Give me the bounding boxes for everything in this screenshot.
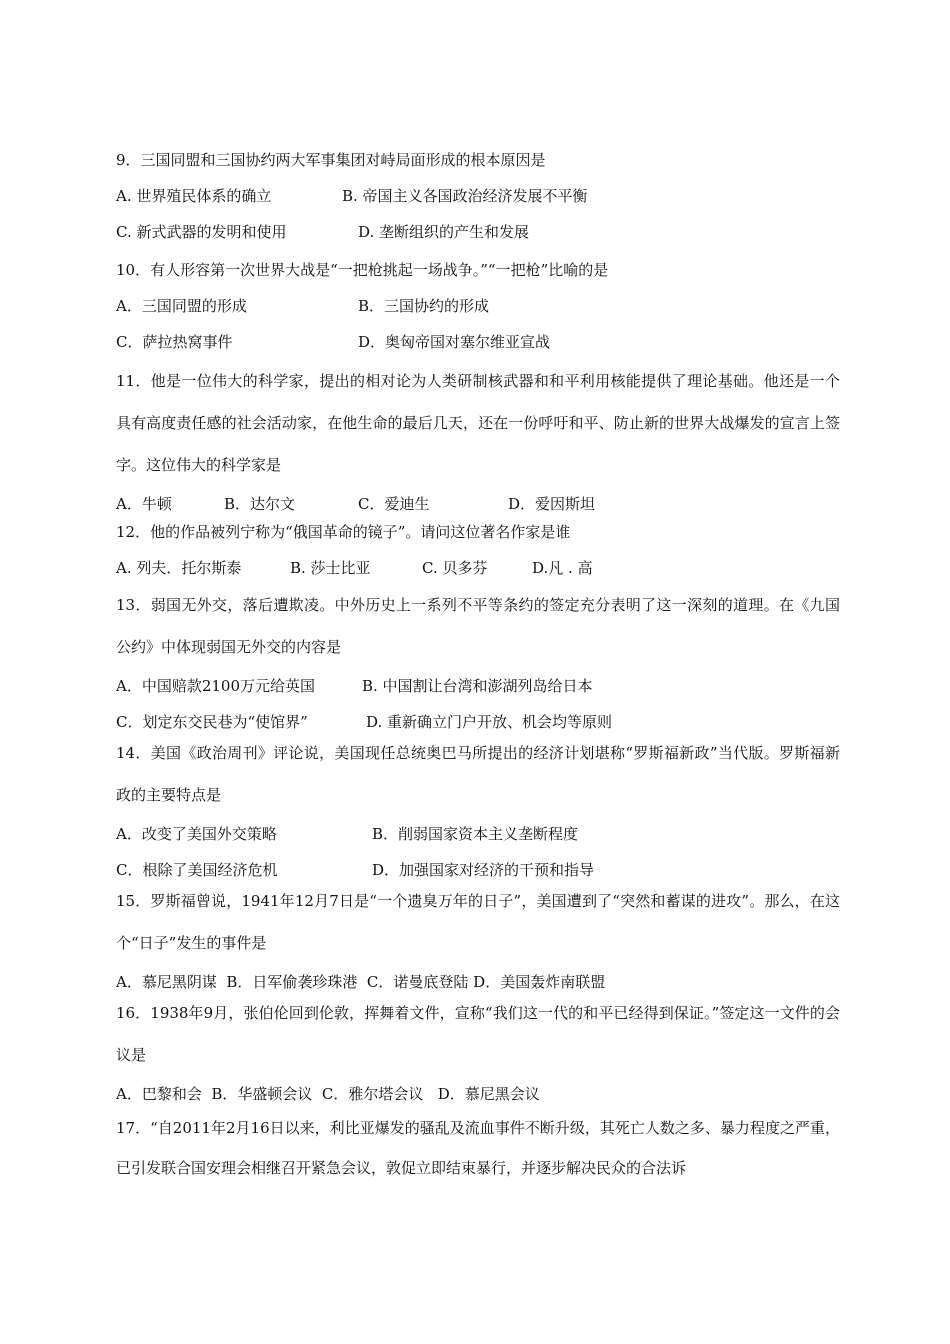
options-row xyxy=(116,668,840,704)
question-stem: 17．“自2011年2月16日以来，利比亚爆发的骚乱及流血事件不断升级，其死亡人数之多、暴力程度之严重，已引发联合国安理会相继召开紧急会议，敦促立即结束暴行，并逐步解决民众的合法诉 xyxy=(116,1119,840,1177)
question-stem: 16．1938年9月，张伯伦回到伦敦，挥舞着文件，宣称“我们这一代的和平已经得到保证。”签定这一文件的会议是 xyxy=(116,1004,840,1064)
question-14 xyxy=(116,732,840,888)
option-a: A. 世界殖民体系的确立 xyxy=(116,187,272,205)
option-a: A. 列夫．托尔斯泰 xyxy=(116,559,242,577)
options-row xyxy=(116,1076,840,1112)
option-b: B．三国协约的形成 xyxy=(358,297,490,315)
option-c: C．根除了美国经济危机 xyxy=(116,861,278,879)
options-line: A．慕尼黑阴谋 B．日军偷袭珍珠港 C．诺曼底登陆 D．美国轰炸南联盟 xyxy=(116,973,606,991)
options-row xyxy=(116,178,840,214)
option-d: D．奥匈帝国对塞尔维亚宣战 xyxy=(358,333,551,351)
question-16 xyxy=(116,992,840,1112)
question-13 xyxy=(116,584,840,740)
option-d: D. 垄断组织的产生和发展 xyxy=(358,223,530,241)
question-17 xyxy=(116,1108,840,1188)
option-b: B．削弱国家资本主义垄断程度 xyxy=(372,825,579,843)
question-stem: 9．三国同盟和三国协约两大军事集团对峙局面形成的根本原因是 xyxy=(116,151,546,169)
option-d: D. 重新确立门户开放、机会均等原则 xyxy=(366,713,613,731)
question-11 xyxy=(116,360,840,522)
question-12 xyxy=(116,514,840,586)
option-a: A．三国同盟的形成 xyxy=(116,297,247,315)
question-stem: 11．他是一位伟大的科学家，提出的相对论为人类研制核武器和和平利用核能提供了理论基础。他还是一个具有高度责任感的社会活动家，在他生命的最后几天，还在一份呼吁和平、防止新的世界大战爆发的宣言上签字。这位伟大的科学家是 xyxy=(116,372,840,474)
option-a: A．改变了美国外交策略 xyxy=(116,825,277,843)
option-d: D.凡 . 高 xyxy=(532,559,593,577)
option-c: C．爱迪生 xyxy=(358,495,430,513)
option-a: A．中国赔款2100万元给英国 xyxy=(116,677,316,695)
question-stem: 14．美国《政治周刊》评论说，美国现任总统奥巴马所提出的经济计划堪称“罗斯福新政”当代版。罗斯福新政的主要特点是 xyxy=(116,744,840,804)
options-row xyxy=(116,324,840,360)
option-c: C．萨拉热窝事件 xyxy=(116,333,233,351)
question-stem: 13．弱国无外交，落后遭欺凌。中外历史上一系列不平等条约的签定充分表明了这一深刻的道理。在《九国公约》中体现弱国无外交的内容是 xyxy=(116,596,840,656)
option-c: C. 新式武器的发明和使用 xyxy=(116,223,287,241)
option-c: C．划定东交民巷为“使馆界” xyxy=(116,713,308,731)
question-15 xyxy=(116,880,840,1000)
option-a: A．牛顿 xyxy=(116,495,172,513)
options-line: A．巴黎和会 B．华盛顿会议 C．雅尔塔会议 D．慕尼黑会议 xyxy=(116,1085,540,1103)
options-row xyxy=(116,816,840,852)
option-b: B. 帝国主义各国政治经济发展不平衡 xyxy=(342,187,588,205)
question-stem: 12．他的作品被列宁称为“俄国革命的镜子”。请问这位著名作家是谁 xyxy=(116,523,571,541)
option-d: D．加强国家对经济的干预和指导 xyxy=(372,861,595,879)
options-row xyxy=(116,214,840,250)
question-9 xyxy=(116,142,840,250)
question-10 xyxy=(116,252,840,360)
option-d: D．爱因斯坦 xyxy=(508,495,596,513)
options-row xyxy=(116,550,840,586)
option-b: B．达尔文 xyxy=(224,495,296,513)
options-row xyxy=(116,288,840,324)
question-stem: 15．罗斯福曾说，1941年12月7日是“一个遗臭万年的日子”，美国遭到了“突然和蓄谋的进攻”。那么，在这个“日子”发生的事件是 xyxy=(116,892,840,952)
option-c: C. 贝多芬 xyxy=(422,559,488,577)
option-b: B. 中国割让台湾和澎湖列岛给日本 xyxy=(362,677,593,695)
question-stem: 10．有人形容第一次世界大战是“一把枪挑起一场战争。”“一把枪”比喻的是 xyxy=(116,261,609,279)
option-b: B. 莎士比亚 xyxy=(290,559,371,577)
